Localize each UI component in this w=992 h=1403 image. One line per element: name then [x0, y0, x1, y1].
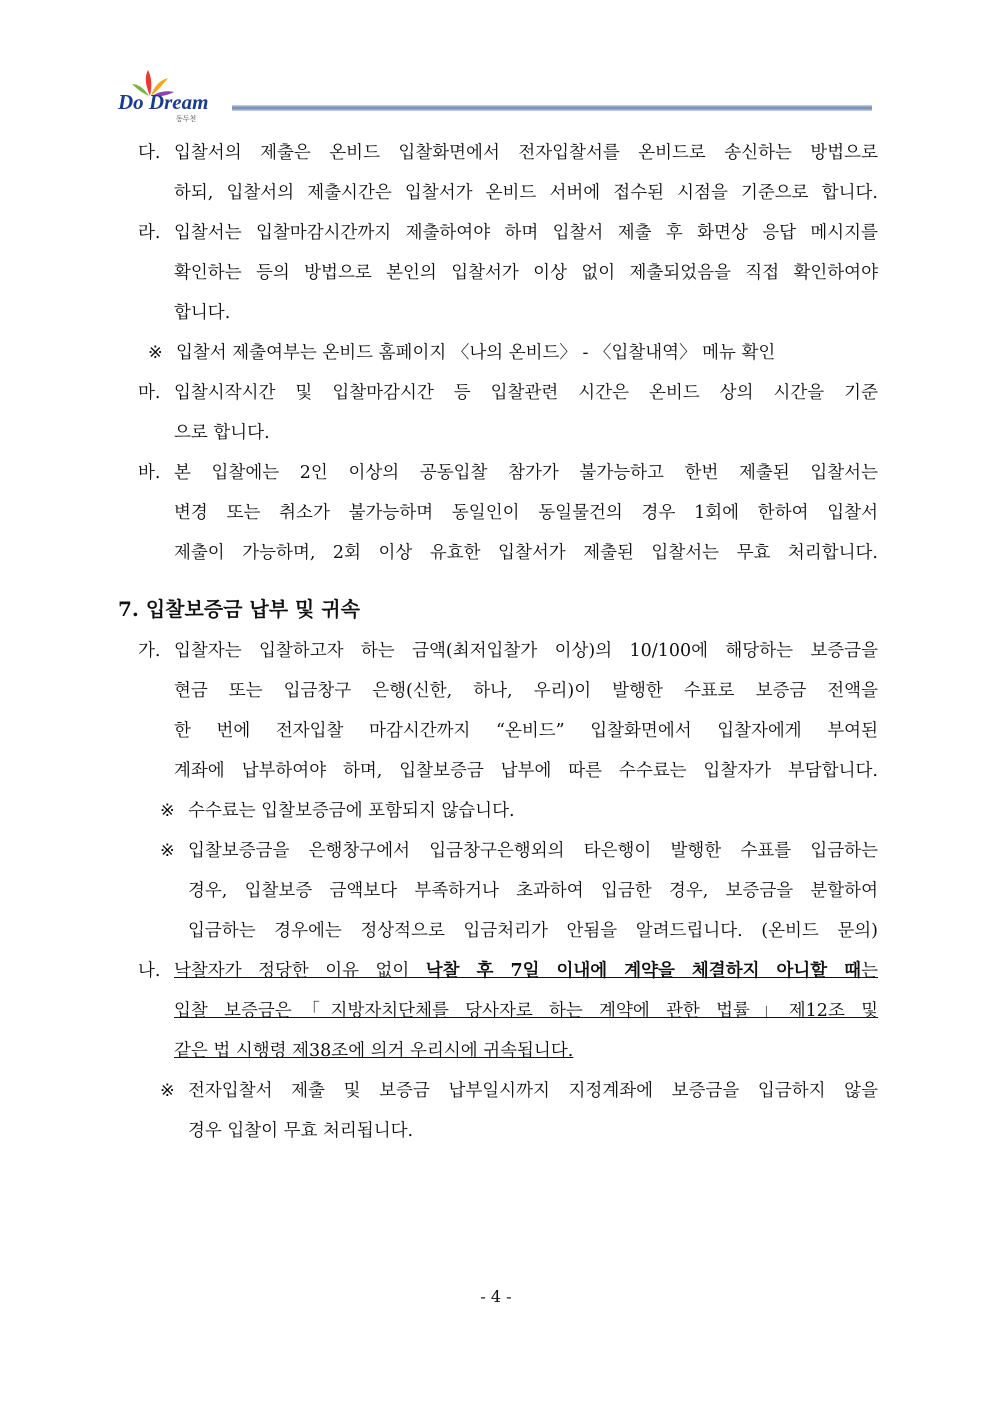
document-body — [118, 133, 878, 1151]
note-line: 경우, 입찰보증 금액보다 부족하거나 초과하여 입금한 경우, 보증금을 분할하여 — [188, 881, 878, 901]
clause-line: 계좌에 납부하여야 하며, 입찰보증금 납부에 따른 수수료는 입찰자가 부담합니다. — [174, 761, 878, 781]
note-deposit-rules-cont — [138, 871, 878, 911]
clause-line: 입찰자는 입찰하고자 하는 금액(최저입찰가 이상)의 10/100에 해당하는 보증금을 — [174, 641, 878, 661]
dodream-logo — [112, 68, 232, 128]
clause-line: 입찰시작시간 및 입찰마감시간 등 입찰관련 시간은 온비드 상의 시간을 기준 — [174, 383, 878, 403]
note-line: 경우 입찰이 무효 처리됩니다. — [188, 1121, 414, 1141]
note-fee — [138, 791, 878, 831]
clause-da-cont — [138, 173, 878, 213]
header-rule — [232, 105, 872, 111]
clause-ba-cont — [138, 493, 878, 533]
clause-na-cont — [138, 991, 878, 1031]
clause-na — [138, 951, 878, 991]
clause-line: 현금 또는 입금창구 은행(신한, 하나, 우리)이 발행한 수표로 보증금 전액을 — [174, 681, 878, 701]
clause-line: 입찰 보증금은「지방자치단체를 당사자로 하는 계약에 관한 법률」제12조 및 — [174, 1001, 878, 1021]
note-marker: ※ — [148, 343, 163, 363]
clause-line: 합니다. — [174, 303, 231, 323]
note-line: 전자입찰서 제출 및 보증금 납부일시까지 지정계좌에 보증금을 입금하지 않을 — [188, 1081, 878, 1101]
clause-marker: 마. — [138, 383, 161, 403]
clause-ga-cont — [138, 711, 878, 751]
note-marker: ※ — [160, 841, 175, 861]
note-line: 수수료는 입찰보증금에 포함되지 않습니다. — [188, 801, 515, 821]
note-submission-check — [138, 333, 878, 373]
note-deposit-rules — [138, 831, 878, 871]
clause-line: 확인하는 등의 방법으로 본인의 입찰서가 이상 없이 제출되었음을 직접 확인하여야 — [174, 263, 878, 283]
clause-ba — [138, 453, 878, 493]
clause-line: 한 번에 전자입찰 마감시간까지 “온비드” 입찰화면에서 입찰자에게 부여된 — [174, 721, 878, 741]
note-line: 입금하는 경우에는 정상적으로 입금처리가 안됨을 알려드립니다. (온비드 문의) — [188, 921, 878, 941]
section-heading: 7. 입찰보증금 납부 및 귀속 — [118, 597, 360, 621]
clause-ra-cont — [138, 293, 878, 333]
clause-ba-cont — [138, 533, 878, 573]
clause-line: 하되, 입찰서의 제출시간은 입찰서가 온비드 서버에 접수된 시점을 기준으로 합니다. — [174, 183, 878, 203]
logo-text: Do Dream — [118, 90, 209, 114]
note-deposit-rules-cont — [138, 911, 878, 951]
clause-line: 본 입찰에는 2인 이상의 공동입찰 참가가 불가능하고 한번 제출된 입찰서는 — [174, 463, 878, 483]
clause-line: 으로 합니다. — [174, 423, 270, 443]
clause-line: 제출이 가능하며, 2회 이상 유효한 입찰서가 제출된 입찰서는 무효 처리합니다. — [174, 543, 878, 563]
clause-line — [174, 951, 878, 991]
clause-ra-cont — [138, 253, 878, 293]
clause-ga — [138, 631, 878, 671]
clause-line: 같은 법 시행령 제38조에 의거 우리시에 귀속됩니다. — [174, 1041, 574, 1061]
clause-marker: 가. — [138, 641, 161, 661]
clause-line: 입찰서의 제출은 온비드 입찰화면에서 전자입찰서를 온비드로 송신하는 방법으로 — [174, 143, 878, 163]
clause-na-cont — [138, 1031, 878, 1071]
note-invalid-bid — [138, 1071, 878, 1111]
clause-ga-cont — [138, 671, 878, 711]
clause-text: 낙찰자가 정당한 이유 없이 — [174, 961, 426, 981]
note-line: 입찰보증금을 은행창구에서 입금창구은행외의 타은행이 발행한 수표를 입금하는 — [188, 841, 878, 861]
clause-ma — [138, 373, 878, 413]
clause-marker: 다. — [138, 143, 161, 163]
logo-subtitle: 동두천 — [176, 115, 197, 123]
clause-da — [138, 133, 878, 173]
clause-marker: 라. — [138, 223, 161, 243]
clause-ga-cont — [138, 751, 878, 791]
note-marker: ※ — [160, 801, 175, 821]
clause-marker: 나. — [138, 961, 161, 981]
clause-ra — [138, 213, 878, 253]
note-invalid-bid-cont — [138, 1111, 878, 1151]
clause-line: 입찰서는 입찰마감시간까지 제출하여야 하며 입찰서 제출 후 화면상 응답 메시지를 — [174, 223, 878, 243]
clause-marker: 바. — [138, 463, 161, 483]
clause-line: 변경 또는 취소가 불가능하며 동일인이 동일물건의 경우 1회에 한하여 입찰서 — [174, 503, 878, 523]
note-line: 입찰서 제출여부는 온비드 홈페이지 〈나의 온비드〉 - 〈입찰내역〉 메뉴 확인 — [176, 343, 776, 363]
clause-text: 는 — [861, 961, 878, 981]
page-header — [112, 68, 882, 128]
page-number: - 4 - — [480, 1287, 512, 1306]
emphasis-text: 낙찰 후 7일 이내에 계약을 체결하지 아니할 때 — [425, 961, 862, 981]
clause-ma-cont — [138, 413, 878, 453]
note-marker: ※ — [160, 1081, 175, 1101]
